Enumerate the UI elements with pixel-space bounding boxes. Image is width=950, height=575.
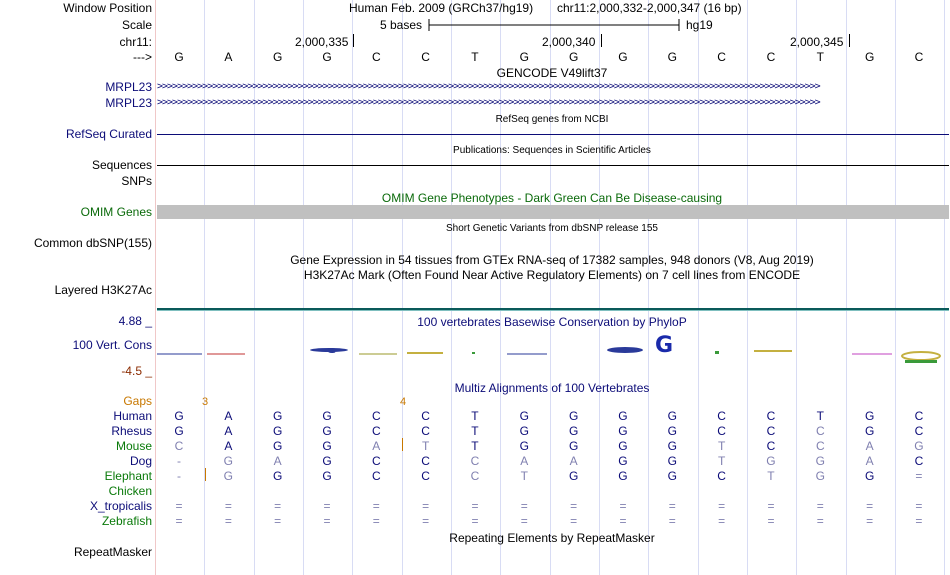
gap-count-2[interactable]: 4	[400, 396, 407, 408]
aligned-base: =	[471, 514, 479, 528]
aligned-base: C	[815, 424, 825, 438]
aligned-base: =	[175, 499, 183, 513]
reference-base: G	[568, 50, 579, 64]
species-label[interactable]: X_tropicalis	[89, 499, 152, 513]
gene-label-mrpl23-1[interactable]: MRPL23	[105, 80, 152, 94]
gaps-label[interactable]: Gaps	[123, 394, 152, 408]
aligned-base: T	[520, 469, 528, 483]
aligned-base: A	[372, 439, 381, 453]
sequences-label[interactable]: Sequences	[91, 158, 152, 172]
h3k27ac-signal-shadow	[157, 310, 949, 311]
reference-base: C	[914, 50, 924, 64]
aligned-base: C	[371, 469, 381, 483]
gap-count-1[interactable]: 3	[202, 396, 209, 408]
aligned-base: =	[570, 514, 578, 528]
aligned-base: =	[520, 514, 528, 528]
aligned-base: =	[372, 499, 380, 513]
aligned-base: G	[272, 409, 283, 423]
aligned-base: =	[915, 514, 923, 528]
aligned-base: G	[766, 454, 776, 468]
aligned-base: C	[371, 409, 381, 423]
aligned-base: C	[421, 424, 430, 438]
aligned-base: =	[866, 514, 874, 528]
reference-base: G	[667, 50, 677, 64]
strand-arrow-label: --->	[133, 50, 152, 64]
h3k27ac-track-title[interactable]: H3K27Ac Mark (Often Found Near Active Regulatory Elements) on 7 cell lines from ENCODE	[303, 268, 801, 282]
aligned-base: =	[915, 499, 923, 513]
aligned-base: G	[568, 439, 579, 453]
aligned-base: C	[421, 409, 430, 423]
reference-base: A	[224, 50, 233, 64]
reference-base: C	[717, 50, 726, 64]
aligned-base: C	[371, 424, 381, 438]
reference-base: G	[864, 50, 875, 64]
ruler-tick-2: 2,000,340	[542, 35, 596, 49]
aligned-base: C	[421, 454, 430, 468]
reference-base: T	[816, 50, 824, 64]
aligned-base: =	[866, 499, 874, 513]
aligned-base: C	[717, 424, 726, 438]
vert-cons-label[interactable]: 100 Vert. Cons	[72, 338, 152, 352]
aligned-base: G	[174, 409, 184, 423]
aligned-base: =	[323, 499, 331, 513]
aligned-base: G	[864, 469, 875, 483]
publications-track-title[interactable]: Publications: Sequences in Scientific Articles	[453, 145, 651, 156]
species-label[interactable]: Mouse	[115, 439, 152, 453]
ruler-tick-1: 2,000,335	[295, 35, 349, 49]
gene-feature-mrpl23-1[interactable]: >>>>>>>>>>>>>>>>>>>>>>>>>>>>>>>>>>>>>>>>>>>>>>>>>>>>>>>>>>>>>>>>>>>>>>>>>>>>>>>>>>>>>>>>>>>>>>>>>>>>>>>>>>>>>>>>>>>>>>>>>>>>>>>>>>>>	[157, 82, 820, 92]
aligned-base: =	[274, 499, 282, 513]
aligned-base: =	[422, 499, 430, 513]
ruler-tick-3: 2,000,345	[790, 35, 844, 49]
aligned-base: G	[568, 469, 579, 483]
aligned-base: G	[815, 454, 825, 468]
aligned-base: =	[372, 514, 380, 528]
aligned-base: T	[471, 409, 479, 423]
aligned-base: G	[667, 469, 677, 483]
aligned-base: G	[272, 424, 283, 438]
aligned-base: =	[668, 499, 676, 513]
layered-h3k27ac-label[interactable]: Layered H3K27Ac	[54, 283, 152, 297]
aligned-base: T	[717, 454, 726, 468]
aligned-base: =	[175, 514, 183, 528]
aligned-base: G	[815, 469, 825, 483]
aligned-base: G	[667, 409, 677, 423]
omim-gene-bar[interactable]	[157, 205, 949, 219]
refseq-track-title[interactable]: RefSeq genes from NCBI	[495, 114, 609, 125]
chromosome-label: chr11:	[119, 35, 152, 49]
aligned-base: G	[322, 409, 332, 423]
aligned-base: A	[865, 454, 874, 468]
aligned-base: C	[371, 454, 381, 468]
aligned-base: G	[618, 409, 628, 423]
ruler-tick-mark-1	[353, 34, 354, 47]
snps-label[interactable]: SNPs	[121, 174, 152, 188]
scale-bar	[428, 17, 680, 33]
aligned-base: G	[322, 469, 332, 483]
aligned-base: =	[767, 514, 775, 528]
reference-base: T	[471, 50, 479, 64]
insertion-mark-elephant	[205, 468, 206, 481]
species-label[interactable]: Zebrafish	[101, 514, 152, 528]
position-range[interactable]: chr11:2,000,332-2,000,347 (16 bp)	[557, 1, 742, 15]
aligned-base: C	[766, 424, 776, 438]
aligned-base: G	[618, 424, 628, 438]
aligned-base: G	[519, 439, 529, 453]
aligned-base: C	[914, 409, 924, 423]
aligned-base: G	[864, 409, 875, 423]
aligned-base: A	[224, 439, 233, 453]
phylop-logo-graphic[interactable]	[157, 334, 949, 368]
label-divider	[155, 0, 156, 575]
aligned-base: =	[224, 499, 232, 513]
aligned-base: C	[174, 439, 184, 453]
multiz-track-title[interactable]: Multiz Alignments of 100 Vertebrates	[454, 381, 650, 395]
aligned-base: C	[766, 409, 776, 423]
cons-min-label: -4.5 _	[121, 364, 152, 378]
gtex-track-title[interactable]: Gene Expression in 54 tissues from GTEx RNA-seq of 17382 samples, 948 donors (V8, Aug 2019)	[290, 253, 814, 267]
omim-genes-label[interactable]: OMIM Genes	[80, 205, 152, 219]
aligned-base: =	[224, 514, 232, 528]
aligned-base: =	[422, 514, 430, 528]
aligned-base: G	[914, 439, 924, 453]
aligned-base: A	[569, 454, 578, 468]
aligned-base: =	[915, 469, 923, 483]
aligned-base: G	[864, 424, 875, 438]
species-label[interactable]: Human	[113, 409, 152, 423]
aligned-base: A	[224, 409, 233, 423]
aligned-base: =	[718, 514, 726, 528]
aligned-base: A	[273, 454, 282, 468]
aligned-base: T	[816, 409, 824, 423]
species-label[interactable]: Elephant	[104, 469, 152, 483]
aligned-base: G	[618, 454, 628, 468]
gene-feature-mrpl23-2[interactable]: >>>>>>>>>>>>>>>>>>>>>>>>>>>>>>>>>>>>>>>>>>>>>>>>>>>>>>>>>>>>>>>>>>>>>>>>>>>>>>>>>>>>>>>>>>>>>>>>>>>>>>>>>>>>>>>>>>>>>>>>>>>>>>>>>>>>	[157, 98, 820, 108]
aligned-base: G	[223, 454, 233, 468]
cons-max-label: 4.88 _	[118, 314, 152, 328]
aligned-base: =	[520, 499, 528, 513]
aligned-base: G	[667, 424, 677, 438]
phylop-track-title[interactable]: 100 vertebrates Basewise Conservation by PhyloP	[417, 315, 687, 329]
aligned-base: G	[568, 424, 579, 438]
aligned-base: G	[322, 424, 332, 438]
reference-base: G	[272, 50, 283, 64]
aligned-base: T	[717, 439, 726, 453]
gencode-track-title[interactable]: GENCODE V49lift37	[496, 66, 608, 80]
aligned-base: G	[174, 424, 184, 438]
aligned-base: C	[766, 439, 776, 453]
aligned-base: G	[568, 409, 579, 423]
aligned-base: =	[323, 514, 331, 528]
aligned-base: A	[224, 424, 233, 438]
svg-text:G: G	[655, 334, 674, 358]
reference-base: C	[371, 50, 381, 64]
aligned-base: =	[619, 514, 627, 528]
species-label[interactable]: Dog	[129, 454, 152, 468]
aligned-base: =	[274, 514, 282, 528]
aligned-base: C	[815, 439, 825, 453]
aligned-base: G	[223, 469, 233, 483]
common-dbsnp-label[interactable]: Common dbSNP(155)	[33, 236, 152, 250]
aligned-base: =	[668, 514, 676, 528]
assembly-title: Human Feb. 2009 (GRCh37/hg19)	[349, 1, 534, 15]
refseq-gene-line[interactable]	[157, 134, 949, 135]
scale-db: hg19	[686, 18, 713, 32]
aligned-base: C	[470, 469, 480, 483]
ruler-tick-mark-3	[849, 34, 850, 47]
aligned-base: G	[519, 409, 529, 423]
aligned-base: =	[816, 514, 824, 528]
aligned-base: =	[816, 499, 824, 513]
aligned-base: =	[570, 499, 578, 513]
aligned-base: G	[322, 454, 332, 468]
aligned-base: G	[272, 439, 283, 453]
reference-base: G	[174, 50, 184, 64]
reference-base: G	[519, 50, 529, 64]
aligned-base: T	[767, 469, 775, 483]
aligned-base: T	[471, 439, 479, 453]
reference-base: C	[421, 50, 430, 64]
repeatmasker-track-title[interactable]: Repeating Elements by RepeatMasker	[449, 531, 655, 545]
reference-base: G	[618, 50, 628, 64]
aligned-base: =	[619, 499, 627, 513]
aligned-base: A	[865, 439, 874, 453]
aligned-base: C	[717, 469, 726, 483]
scale-bases: 5 bases	[380, 18, 423, 32]
aligned-base: G	[272, 469, 283, 483]
aligned-base: C	[717, 409, 726, 423]
gene-label-mrpl23-2[interactable]: MRPL23	[105, 96, 152, 110]
omim-track-title[interactable]: OMIM Gene Phenotypes - Dark Green Can Be Disease-causing	[381, 191, 723, 205]
sequences-line[interactable]	[157, 165, 949, 166]
aligned-base: C	[914, 424, 924, 438]
aligned-base: G	[667, 454, 677, 468]
aligned-base: G	[618, 439, 628, 453]
aligned-base: G	[667, 439, 677, 453]
reference-base: C	[766, 50, 776, 64]
aligned-base: T	[471, 424, 479, 438]
aligned-base: -	[177, 469, 181, 483]
aligned-base: =	[471, 499, 479, 513]
dbsnp-track-title[interactable]: Short Genetic Variants from dbSNP release 155	[446, 223, 658, 234]
aligned-base: A	[520, 454, 529, 468]
reference-base: G	[322, 50, 332, 64]
aligned-base: G	[519, 424, 529, 438]
insertion-mark-mouse	[402, 438, 403, 451]
species-label[interactable]: Rhesus	[111, 424, 152, 438]
refseq-curated-label[interactable]: RefSeq Curated	[65, 127, 152, 141]
window-position-label: Window Position	[63, 1, 152, 15]
species-label[interactable]: Chicken	[108, 484, 152, 498]
ruler-tick-mark-2	[601, 34, 602, 47]
aligned-base: -	[177, 454, 181, 468]
aligned-base: =	[718, 499, 726, 513]
repeatmasker-label[interactable]: RepeatMasker	[73, 545, 152, 559]
aligned-base: G	[618, 469, 628, 483]
aligned-base: C	[421, 469, 430, 483]
aligned-base: G	[322, 439, 332, 453]
aligned-base: C	[470, 454, 480, 468]
scale-label: Scale	[121, 18, 152, 32]
aligned-base: T	[421, 439, 430, 453]
aligned-base: C	[914, 454, 924, 468]
aligned-base: =	[767, 499, 775, 513]
